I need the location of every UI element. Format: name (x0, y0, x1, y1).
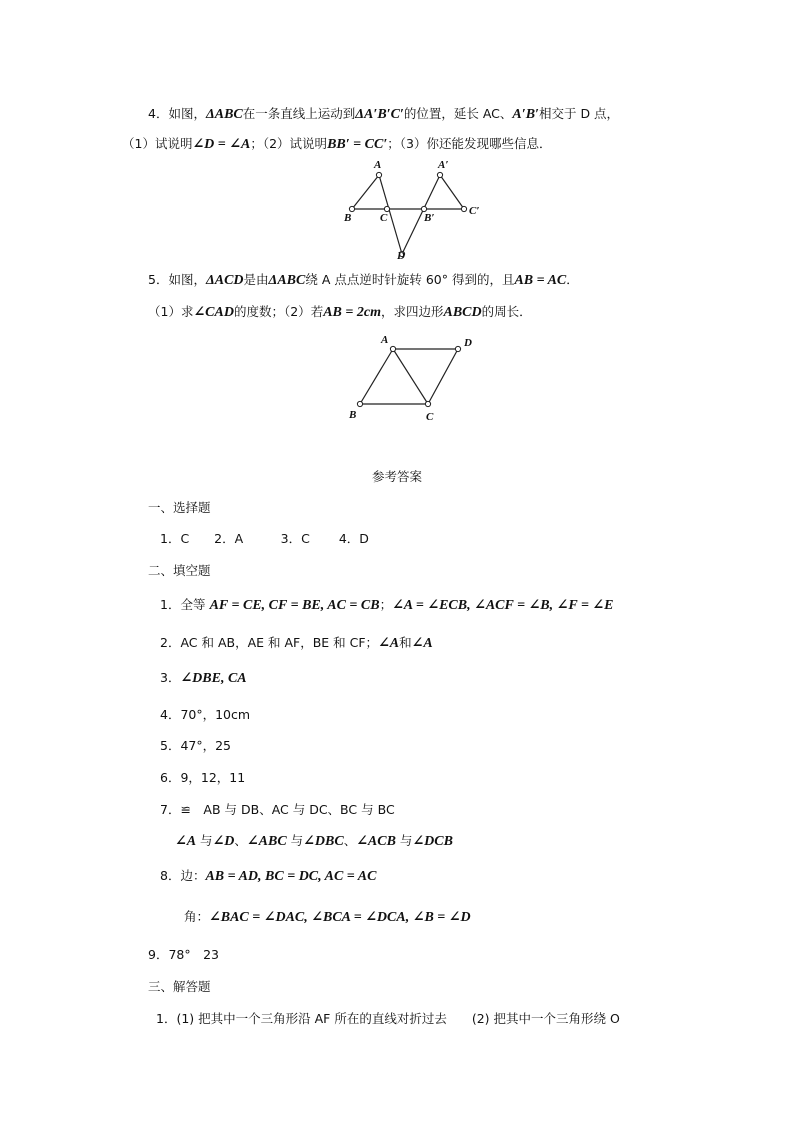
math: ∠D = ∠A (192, 137, 251, 152)
math: ∠ACB (356, 834, 396, 849)
math: ∠DCB (412, 834, 453, 849)
text: 4．如图， (148, 106, 206, 121)
answer-8-angles (184, 908, 471, 927)
point-B (349, 206, 354, 211)
math: AB = AD, BC = DC, AC = AC (205, 869, 377, 884)
point-D (455, 346, 460, 351)
point-C (425, 401, 430, 406)
text: （1）试说明 (122, 136, 193, 151)
answer-8-sides (160, 867, 376, 886)
section-fill: 二、填空题 (148, 563, 211, 578)
point-B (357, 401, 362, 406)
text: ；（3）你还能发现哪些信息． (387, 136, 552, 151)
point-A (390, 346, 395, 351)
math: ABCD (443, 305, 482, 320)
choice-answers: 1．C 2．A 3．C 4．D (160, 531, 369, 546)
text: 5．如图， (148, 272, 206, 287)
label-C: C (426, 411, 434, 423)
text: 绕 A 点点逆时针旋转 60° 得到的，且 (305, 272, 515, 287)
q5-line1 (148, 271, 579, 290)
solve-1: 1．(1) 把其中一个三角形沿 AF 所在的直线对折过去 (2) 把其中一个三角形绕 O (156, 1011, 620, 1026)
math: ΔABC (268, 273, 306, 288)
text: 在一条直线上运动到 (242, 106, 356, 121)
label-A: A (374, 159, 382, 171)
text: 与 (286, 833, 304, 848)
text: 3． (160, 670, 181, 685)
text: 角： (184, 909, 210, 924)
text: 是由 (243, 272, 269, 287)
label-B2: B′ (424, 212, 435, 224)
text: 相交于 D 点， (538, 106, 620, 121)
q5-figure (345, 332, 485, 424)
math: BB′ = CC′ (327, 137, 388, 152)
math: ∠A (175, 834, 197, 849)
text: 与 (395, 833, 413, 848)
math: ΔABC (205, 107, 243, 122)
math: ∠CAD (193, 305, 234, 320)
math: AB = AC (514, 273, 567, 288)
point-A (376, 172, 381, 177)
math: ∠A (378, 636, 400, 651)
text: 、 (343, 833, 357, 848)
q4-line1 (148, 105, 619, 124)
answer-7-angles (175, 832, 453, 851)
math: ∠A = ∠ECB, ∠ACF = ∠B, ∠F = ∠E (392, 598, 614, 613)
section-solve: 三、解答题 (148, 979, 211, 994)
text: （1）求 (148, 304, 194, 319)
text: 2．AC 和 AB，AE 和 AF，BE 和 CF； (160, 635, 379, 650)
point-C (384, 206, 389, 211)
label-D: D (464, 337, 472, 349)
text: 和 (399, 635, 412, 650)
math: A′B′ (512, 107, 539, 122)
section-choice: 一、选择题 (148, 500, 211, 515)
answer-3 (160, 669, 247, 688)
math: ∠BAC = ∠DAC, ∠BCA = ∠DCA, ∠B = ∠D (209, 910, 471, 925)
point-A2 (437, 172, 442, 177)
math: ∠D (212, 834, 235, 849)
q5-line2 (148, 303, 532, 322)
text: 1．全等 (160, 597, 206, 612)
text: 与 (196, 833, 213, 848)
answer-2 (160, 634, 433, 653)
text: ；（2）试说明 (250, 136, 328, 151)
answers-title: 参考答案 (371, 469, 422, 484)
label-C2: C′ (469, 205, 480, 217)
label-A2: A′ (438, 159, 449, 171)
q4-line2 (122, 135, 552, 154)
answer-7: 7．≌ AB 与 DB、AC 与 DC、BC 与 BC (160, 802, 395, 817)
math: ∠A (411, 636, 433, 651)
answer-9: 9．78° 23 (148, 947, 220, 962)
answer-1 (160, 596, 614, 615)
math: ∠DBE, CA (180, 671, 247, 686)
math: AF = CE, CF = BE, AC = CB (209, 598, 380, 613)
label-C: C (380, 212, 388, 224)
math: ∠DBC (303, 834, 344, 849)
point-B2 (421, 206, 426, 211)
text: ． (566, 272, 579, 287)
text: 的位置，延长 AC、 (403, 106, 513, 121)
answer-4: 4．70°，10cm (160, 707, 251, 722)
answer-6: 6．9，12，11 (160, 770, 246, 785)
point-C2 (461, 206, 466, 211)
text: ，求四边形 (380, 304, 444, 319)
math: ∠ABC (246, 834, 287, 849)
text: 的周长． (481, 304, 532, 319)
label-B: B (344, 212, 352, 224)
label-D: D (397, 250, 405, 260)
math: ΔA′B′C′ (355, 107, 404, 122)
math: ΔACD (205, 273, 244, 288)
text: 、 (234, 833, 247, 848)
label-A: A (381, 334, 389, 346)
text: 8．边： (160, 868, 206, 883)
q4-figure (338, 155, 488, 260)
text: 的度数；（2）若 (233, 304, 324, 319)
math: AB = 2cm (323, 305, 381, 320)
label-B: B (349, 409, 357, 421)
text: ； (379, 597, 393, 612)
answer-5: 5．47°，25 (160, 738, 232, 753)
